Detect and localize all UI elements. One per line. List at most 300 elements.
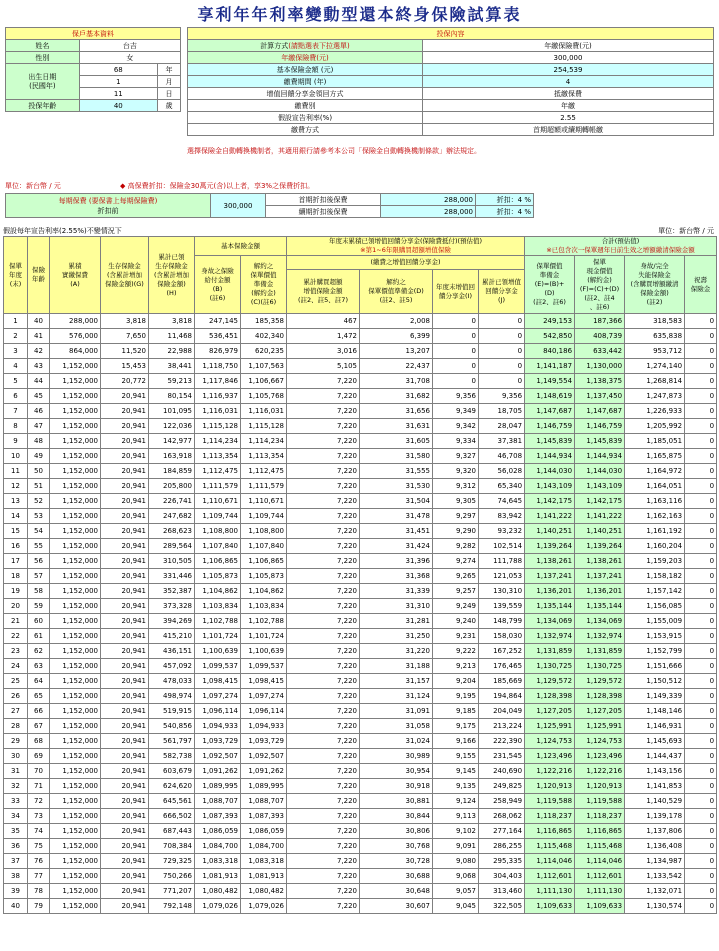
table-row [4, 719, 717, 734]
table-cell: 1,144,934 [575, 449, 625, 464]
table-cell: 38 [4, 869, 28, 884]
table-cell: 7,220 [287, 434, 360, 449]
table-cell: 576,000 [50, 329, 101, 344]
table-cell: 226,741 [149, 494, 195, 509]
table-cell: 1,145,839 [525, 434, 575, 449]
table-cell: 7,220 [287, 389, 360, 404]
table-cell: 7,220 [287, 644, 360, 659]
hdr-total-death: 身故/完全 失能保險金 (含購買增額繳清 保險金額) (註2) [625, 256, 685, 314]
table-cell: 7,220 [287, 824, 360, 839]
table-cell: 187,366 [575, 314, 625, 329]
birth-month-input[interactable]: 1 [79, 76, 157, 88]
table-cell: 20,941 [101, 449, 149, 464]
table-cell: 1,139,264 [525, 539, 575, 554]
table-cell: 498,974 [149, 689, 195, 704]
table-cell: 20,941 [101, 629, 149, 644]
table-cell: 1,083,318 [241, 854, 287, 869]
table-cell: 288,000 [50, 314, 101, 329]
table-cell: 9,195 [433, 689, 479, 704]
table-cell: 0 [479, 374, 525, 389]
table-cell: 31,631 [360, 419, 433, 434]
table-cell: 31,605 [360, 434, 433, 449]
table-cell: 9,257 [433, 584, 479, 599]
table-cell: 20,941 [101, 599, 149, 614]
table-cell: 247,145 [195, 314, 241, 329]
table-cell: 9,045 [433, 899, 479, 914]
table-cell: 30,688 [360, 869, 433, 884]
renew-premium-discount: 折扣：4 % [476, 206, 534, 218]
table-cell: 9,320 [433, 464, 479, 479]
table-cell: 1,152,000 [50, 659, 101, 674]
table-cell: 0 [685, 764, 717, 779]
table-cell: 840,186 [525, 344, 575, 359]
name-input[interactable]: 台吉 [79, 40, 180, 52]
table-cell: 7,220 [287, 719, 360, 734]
table-cell: 1,162,163 [625, 509, 685, 524]
table-cell: 31,188 [360, 659, 433, 674]
table-cell: 1,123,496 [525, 749, 575, 764]
table-cell: 68 [28, 734, 50, 749]
table-cell: 864,000 [50, 344, 101, 359]
table-cell: 1,160,204 [625, 539, 685, 554]
policy-row-value[interactable]: 4 [423, 76, 714, 88]
table-cell: 9,240 [433, 614, 479, 629]
table-row [4, 749, 717, 764]
table-cell: 1,144,030 [575, 464, 625, 479]
table-cell: 1,152,000 [50, 644, 101, 659]
table-cell: 1,098,415 [241, 674, 287, 689]
table-cell: 9,342 [433, 419, 479, 434]
table-cell: 1,128,398 [525, 689, 575, 704]
hdr-sharing-group: 年度末累積已領增值回饋分享金(保險費抵付)(預估值) ※第1~6年限購買超額增值保險 [287, 237, 525, 256]
gender-label: 性別 [6, 52, 80, 64]
table-cell: 31,708 [360, 374, 433, 389]
table-cell: 204,049 [479, 704, 525, 719]
table-cell: 1,152,000 [50, 449, 101, 464]
table-cell: 1,111,579 [195, 479, 241, 494]
policy-row-label: 增值回饋分享金領回方式 [188, 88, 423, 100]
table-cell: 1,152,000 [50, 854, 101, 869]
policy-row-value[interactable]: 300,000 [423, 52, 714, 64]
table-cell: 20,941 [101, 824, 149, 839]
table-cell: 1,092,507 [241, 749, 287, 764]
first-premium-value: 288,000 [381, 194, 476, 206]
table-cell: 0 [685, 629, 717, 644]
policy-header: 投保內容 [188, 28, 714, 40]
table-cell: 1,093,729 [195, 734, 241, 749]
table-row [4, 884, 717, 899]
table-cell: 0 [685, 824, 717, 839]
table-cell: 1,097,274 [195, 689, 241, 704]
age-unit: 歲 [157, 100, 180, 112]
table-row [4, 824, 717, 839]
hdr-cum-survival: 累計已領 生存保險金 (含累計增加 保險金額) (H) [149, 237, 195, 314]
first-premium-label: 首期折扣後保費 [266, 194, 381, 206]
table-cell: 1,119,588 [575, 794, 625, 809]
table-cell: 1,096,114 [195, 704, 241, 719]
table-row [4, 374, 717, 389]
table-cell: 1,152,000 [50, 749, 101, 764]
table-cell: 30,918 [360, 779, 433, 794]
hdr-total-reserve: 保單價值 準備金 (E)=(B)+ (D) (註2、註6) [525, 256, 575, 314]
table-cell: 1,185,051 [625, 434, 685, 449]
table-cell: 20,941 [101, 539, 149, 554]
table-cell: 19 [4, 584, 28, 599]
table-cell: 1,099,537 [241, 659, 287, 674]
age-value: 40 [79, 100, 157, 112]
table-row [4, 404, 717, 419]
table-cell: 9,080 [433, 854, 479, 869]
policy-row-value[interactable]: 254,539 [423, 64, 714, 76]
table-cell: 30,648 [360, 884, 433, 899]
table-cell: 1,152,000 [50, 809, 101, 824]
table-cell: 67 [28, 719, 50, 734]
birth-day-input[interactable]: 11 [79, 88, 157, 100]
table-cell: 7,220 [287, 674, 360, 689]
table-cell: 1,112,475 [195, 464, 241, 479]
table-cell: 7,220 [287, 734, 360, 749]
table-cell: 1,108,800 [195, 524, 241, 539]
table-row [4, 419, 717, 434]
table-cell: 28 [4, 719, 28, 734]
table-cell: 436,151 [149, 644, 195, 659]
table-cell: 83,942 [479, 509, 525, 524]
table-row [4, 479, 717, 494]
policy-row-value[interactable]: 2.55 [423, 112, 714, 124]
table-cell: 1,089,995 [241, 779, 287, 794]
table-cell: 31,058 [360, 719, 433, 734]
table-cell: 1,148,619 [525, 389, 575, 404]
policy-row [188, 124, 714, 136]
table-cell: 1,152,000 [50, 524, 101, 539]
table-cell: 59,213 [149, 374, 195, 389]
table-cell: 56 [28, 554, 50, 569]
table-cell: 322,505 [479, 899, 525, 914]
hdr-sharing-cum: 累計已領增值 回饋分享金 (J) [479, 270, 525, 314]
table-cell: 184,859 [149, 464, 195, 479]
table-cell: 51 [28, 479, 50, 494]
table-cell: 7,220 [287, 869, 360, 884]
unit-label-left: 單位：新台幣 / 元 [5, 182, 61, 190]
table-cell: 231,545 [479, 749, 525, 764]
policy-row-value[interactable]: 抵繳保費 [423, 88, 714, 100]
table-cell: 20,941 [101, 554, 149, 569]
table-cell: 1,107,563 [241, 359, 287, 374]
table-cell: 40 [28, 314, 50, 329]
policy-row [188, 112, 714, 124]
table-cell: 31,396 [360, 554, 433, 569]
table-cell: 0 [479, 314, 525, 329]
table-cell: 30,881 [360, 794, 433, 809]
table-cell: 3,818 [149, 314, 195, 329]
table-cell: 32 [4, 779, 28, 794]
table-cell: 1,152,000 [50, 629, 101, 644]
table-cell: 10 [4, 449, 28, 464]
table-cell: 415,210 [149, 629, 195, 644]
table-cell: 0 [685, 434, 717, 449]
premium-label: 每期保費 (要保書上每期保險費) 折扣前 [6, 194, 211, 218]
table-row [4, 674, 717, 689]
table-cell: 258,949 [479, 794, 525, 809]
table-cell: 7,220 [287, 779, 360, 794]
table-cell: 0 [685, 644, 717, 659]
table-cell: 313,460 [479, 884, 525, 899]
birth-year-unit: 年 [157, 64, 180, 76]
table-cell: 40 [4, 899, 28, 914]
table-cell: 31,124 [360, 689, 433, 704]
table-cell: 0 [685, 809, 717, 824]
table-cell: 9,305 [433, 494, 479, 509]
table-cell: 0 [685, 449, 717, 464]
table-cell: 9,213 [433, 659, 479, 674]
table-cell: 6 [4, 389, 28, 404]
table-cell: 1,125,991 [525, 719, 575, 734]
table-row [4, 614, 717, 629]
table-cell: 14 [4, 509, 28, 524]
table-cell: 1,135,144 [525, 599, 575, 614]
table-cell: 7,220 [287, 449, 360, 464]
table-cell: 0 [685, 689, 717, 704]
table-row [4, 899, 717, 914]
table-cell: 0 [685, 719, 717, 734]
table-cell: 7,220 [287, 479, 360, 494]
table-cell: 9,057 [433, 884, 479, 899]
table-cell: 15 [4, 524, 28, 539]
hdr-total-longevity: 祝壽 保險金 [685, 256, 717, 314]
unit-label-right: 單位：新台幣 / 元 [658, 227, 714, 235]
table-cell: 1,152,000 [50, 839, 101, 854]
table-cell: 65 [28, 689, 50, 704]
table-cell: 142,977 [149, 434, 195, 449]
table-row [4, 494, 717, 509]
policy-row-label: 假設宣告利率(%) [188, 112, 423, 124]
table-cell: 30,954 [360, 764, 433, 779]
table-cell: 130,310 [479, 584, 525, 599]
table-cell: 9,312 [433, 479, 479, 494]
table-cell: 46 [28, 404, 50, 419]
table-cell: 277,164 [479, 824, 525, 839]
table-cell: 0 [685, 614, 717, 629]
table-cell: 20,941 [101, 779, 149, 794]
table-cell: 7,220 [287, 464, 360, 479]
table-cell: 1,091,262 [195, 764, 241, 779]
policy-row [188, 76, 714, 88]
table-cell: 666,502 [149, 809, 195, 824]
table-cell: 13,207 [360, 344, 433, 359]
table-cell: 1,094,933 [195, 719, 241, 734]
table-cell: 582,738 [149, 749, 195, 764]
table-cell: 7,220 [287, 764, 360, 779]
table-cell: 163,918 [149, 449, 195, 464]
policy-row-value[interactable]: 年繳 [423, 100, 714, 112]
table-cell: 7,220 [287, 374, 360, 389]
table-cell: 1,081,913 [195, 869, 241, 884]
policy-row-label: 繳費期間 (年) [188, 76, 423, 88]
table-cell: 30,989 [360, 749, 433, 764]
table-cell: 0 [685, 854, 717, 869]
hdr-total-cash: 保單 現金價值 (解約金) (F)=(C)+(D) (註2、註4 、註6) [575, 256, 625, 314]
table-cell: 247,682 [149, 509, 195, 524]
hdr-basic-cash: 解約之 保單價值 準備金 (解約金) (C)(註6) [241, 256, 287, 314]
table-cell: 21 [4, 614, 28, 629]
table-cell: 22,437 [360, 359, 433, 374]
table-cell: 20,941 [101, 659, 149, 674]
page-title: 享利年年利率變動型還本終身保險試算表 [197, 5, 522, 24]
table-cell: 20,941 [101, 704, 149, 719]
table-cell: 20,941 [101, 494, 149, 509]
table-cell: 1,144,934 [525, 449, 575, 464]
table-cell: 603,679 [149, 764, 195, 779]
table-cell: 60 [28, 614, 50, 629]
table-cell: 20,941 [101, 794, 149, 809]
table-cell: 28,047 [479, 419, 525, 434]
policy-row-value[interactable]: 年繳保險費(元) [423, 40, 714, 52]
policy-row-value[interactable]: 首期超額或續期轉帳繳 [423, 124, 714, 136]
table-cell: 31,091 [360, 704, 433, 719]
table-cell: 1,152,000 [50, 389, 101, 404]
table-cell: 43 [28, 359, 50, 374]
table-cell: 1,099,537 [195, 659, 241, 674]
hdr-age: 保險 年齡 [28, 237, 50, 314]
table-cell: 1,205,992 [625, 419, 685, 434]
table-cell: 1,156,085 [625, 599, 685, 614]
table-cell: 561,797 [149, 734, 195, 749]
table-cell: 792,148 [149, 899, 195, 914]
table-cell: 1,100,639 [195, 644, 241, 659]
table-cell: 74 [28, 824, 50, 839]
table-cell: 20,941 [101, 674, 149, 689]
table-cell: 478,033 [149, 674, 195, 689]
table-cell: 1,152,000 [50, 674, 101, 689]
table-cell: 1,146,931 [625, 719, 685, 734]
table-cell: 34 [4, 809, 28, 824]
table-cell: 1,152,000 [50, 569, 101, 584]
table-cell: 20,941 [101, 434, 149, 449]
table-cell: 20,941 [101, 839, 149, 854]
table-cell: 1,088,707 [195, 794, 241, 809]
table-cell: 1,142,175 [575, 494, 625, 509]
table-cell: 7,220 [287, 839, 360, 854]
birth-year-input[interactable]: 68 [79, 64, 157, 76]
table-cell: 1,106,865 [195, 554, 241, 569]
table-cell: 111,788 [479, 554, 525, 569]
table-cell: 1,115,468 [575, 839, 625, 854]
table-cell: 1,104,862 [241, 584, 287, 599]
discount-note: ◆ 高保費折扣：保險金30萬元(含)以上者，享3%之保費折扣。 [120, 182, 315, 190]
table-cell: 80,154 [149, 389, 195, 404]
table-cell: 1,152,000 [50, 689, 101, 704]
table-cell: 708,384 [149, 839, 195, 854]
table-cell: 158,030 [479, 629, 525, 644]
table-cell: 1,109,744 [241, 509, 287, 524]
table-cell: 0 [685, 794, 717, 809]
table-cell: 1,109,744 [195, 509, 241, 524]
table-cell: 1,142,175 [525, 494, 575, 509]
table-cell: 7,220 [287, 689, 360, 704]
table-cell: 20,941 [101, 419, 149, 434]
table-row [4, 839, 717, 854]
table-cell: 30 [4, 749, 28, 764]
table-cell: 1,086,059 [241, 824, 287, 839]
table-cell: 1,137,241 [575, 569, 625, 584]
table-cell: 31 [4, 764, 28, 779]
table-cell: 1,080,482 [195, 884, 241, 899]
birth-label: 出生日期 (民國年) [6, 64, 80, 100]
table-cell: 13 [4, 494, 28, 509]
table-cell: 0 [685, 539, 717, 554]
table-cell: 1,087,393 [195, 809, 241, 824]
table-cell: 5 [4, 374, 28, 389]
table-cell: 30,728 [360, 854, 433, 869]
table-cell: 31,451 [360, 524, 433, 539]
policy-row-label: 計算方式(請點選表下拉選單) [188, 40, 423, 52]
table-cell: 1,132,071 [625, 884, 685, 899]
table-cell: 78 [28, 884, 50, 899]
table-cell: 1,155,009 [625, 614, 685, 629]
table-cell: 0 [685, 899, 717, 914]
policy-row-label: 繳費方式 [188, 124, 423, 136]
table-cell: 31,580 [360, 449, 433, 464]
table-cell: 1,127,205 [525, 704, 575, 719]
table-cell: 1,105,768 [241, 389, 287, 404]
table-cell: 185,669 [479, 674, 525, 689]
table-cell: 536,451 [195, 329, 241, 344]
table-cell: 1,114,046 [575, 854, 625, 869]
table-cell: 7,220 [287, 614, 360, 629]
table-cell: 1,152,000 [50, 794, 101, 809]
table-cell: 0 [685, 734, 717, 749]
table-cell: 31,656 [360, 404, 433, 419]
table-cell: 1,147,687 [525, 404, 575, 419]
table-cell: 1,135,144 [575, 599, 625, 614]
illustration-table [3, 236, 717, 914]
table-cell: 9,282 [433, 539, 479, 554]
table-cell: 1,152,000 [50, 464, 101, 479]
table-cell: 1,143,156 [625, 764, 685, 779]
table-cell: 1,102,788 [195, 614, 241, 629]
table-cell: 1,146,759 [575, 419, 625, 434]
table-cell: 1,226,933 [625, 404, 685, 419]
table-cell: 1,111,130 [575, 884, 625, 899]
table-cell: 1,114,046 [525, 854, 575, 869]
table-cell: 1,094,933 [241, 719, 287, 734]
table-cell: 1,084,700 [241, 839, 287, 854]
table-cell: 20,941 [101, 464, 149, 479]
table-cell: 826,979 [195, 344, 241, 359]
table-cell: 31,478 [360, 509, 433, 524]
table-cell: 213,224 [479, 719, 525, 734]
table-cell: 1,141,187 [525, 359, 575, 374]
table-cell: 1,134,069 [575, 614, 625, 629]
table-cell: 1,113,354 [195, 449, 241, 464]
table-cell: 31,024 [360, 734, 433, 749]
table-cell: 1,101,724 [195, 629, 241, 644]
table-cell: 729,325 [149, 854, 195, 869]
table-cell: 1,152,000 [50, 494, 101, 509]
table-cell: 1,129,572 [525, 674, 575, 689]
table-cell: 3,016 [287, 344, 360, 359]
gender-input[interactable]: 女 [79, 52, 180, 64]
table-cell: 402,340 [241, 329, 287, 344]
table-row [4, 329, 717, 344]
table-cell: 750,266 [149, 869, 195, 884]
table-cell: 1,152,000 [50, 734, 101, 749]
table-cell: 9,249 [433, 599, 479, 614]
table-cell: 7,220 [287, 524, 360, 539]
table-cell: 7,220 [287, 794, 360, 809]
table-cell: 0 [685, 464, 717, 479]
table-row [4, 734, 717, 749]
